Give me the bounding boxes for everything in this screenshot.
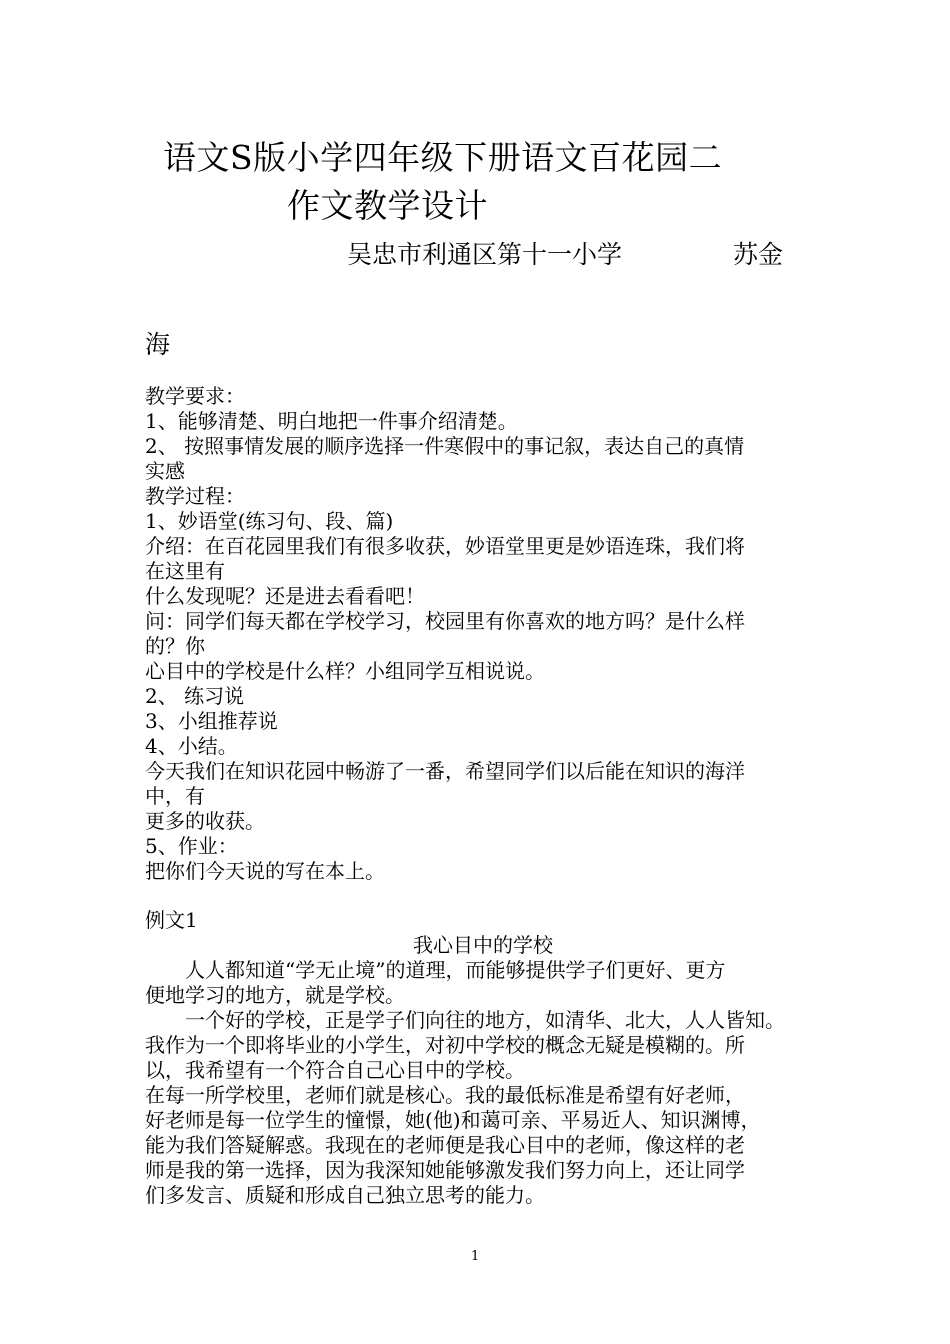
requirement-item-2: 2、 按照事情发展的顺序选择一件寒假中的事记叙，表达自己的真情 <box>145 434 745 458</box>
process-step-5: 5、作业： <box>145 834 238 858</box>
author-name-continued: 海 <box>145 330 171 359</box>
process-step-2: 2、 练习说 <box>145 684 245 708</box>
process-heading: 教学过程： <box>145 484 245 508</box>
process-step-4: 4、小结。 <box>145 734 238 758</box>
school-name: 吴忠市利通区第十一小学 <box>347 240 623 269</box>
summary-line-1: 今天我们在知识花园中畅游了一番，希望同学们以后能在知识的海洋 <box>145 759 745 783</box>
title-line-1: 语文S版小学四年级下册语文百花园二 <box>163 138 723 177</box>
essay-title: 我心目中的学校 <box>413 933 553 957</box>
summary-line-3: 更多的收获。 <box>145 809 265 833</box>
example-label: 例文1 <box>145 908 198 932</box>
page-number: 1 <box>471 1249 480 1264</box>
essay-p3-line-1: 在每一所学校里，老师们就是核心。我的最低标准是希望有好老师， <box>145 1083 745 1107</box>
homework-text: 把你们今天说的写在本上。 <box>145 859 385 883</box>
summary-line-2: 中，有 <box>145 784 205 808</box>
title-line-2: 作文教学设计 <box>287 186 488 225</box>
question-line-2: 的？你 <box>145 634 205 658</box>
essay-p3-line-4: 师是我的第一选择，因为我深知她能够激发我们努力向上，还让同学 <box>145 1158 745 1182</box>
intro-line-3: 什么发现呢？还是进去看看吧！ <box>145 584 425 608</box>
essay-p1-line-2: 便地学习的地方，就是学校。 <box>145 983 405 1007</box>
process-step-1: 1、妙语堂(练习句、段、篇) <box>145 509 394 533</box>
essay-p3-line-5: 们多发言、质疑和形成自己独立思考的能力。 <box>145 1183 545 1207</box>
requirement-item-2-cont: 实感 <box>145 459 185 483</box>
essay-p3-line-3: 能为我们答疑解惑。我现在的老师便是我心目中的老师，像这样的老 <box>145 1133 745 1157</box>
essay-p3-line-2: 好老师是每一位学生的憧憬，她(他)和蔼可亲、平易近人、知识渊博， <box>145 1108 761 1132</box>
essay-p2-line-3: 以，我希望有一个符合自己心目中的学校。 <box>145 1058 525 1082</box>
essay-p2-line-2: 我作为一个即将毕业的小学生，对初中学校的概念无疑是模糊的。所 <box>145 1033 745 1057</box>
question-line-3: 心目中的学校是什么样？小组同学互相说说。 <box>145 659 545 683</box>
essay-p2-line-1: 一个好的学校，正是学子们向往的地方，如清华、北大，人人皆知。 <box>185 1008 785 1032</box>
question-line-1: 问：同学们每天都在学校学习，校园里有你喜欢的地方吗？是什么样 <box>145 609 745 633</box>
author-name: 苏金 <box>733 240 784 269</box>
intro-line-1: 介绍：在百花园里我们有很多收获，妙语堂里更是妙语连珠，我们将 <box>145 534 745 558</box>
essay-p1-line-1: 人人都知道“学无止境”的道理，而能够提供学子们更好、更方 <box>185 958 726 982</box>
requirements-heading: 教学要求： <box>145 384 245 408</box>
process-step-3: 3、小组推荐说 <box>145 709 278 733</box>
requirement-item-1: 1、能够清楚、明白地把一件事介绍清楚。 <box>145 409 518 433</box>
intro-line-2: 在这里有 <box>145 559 225 583</box>
